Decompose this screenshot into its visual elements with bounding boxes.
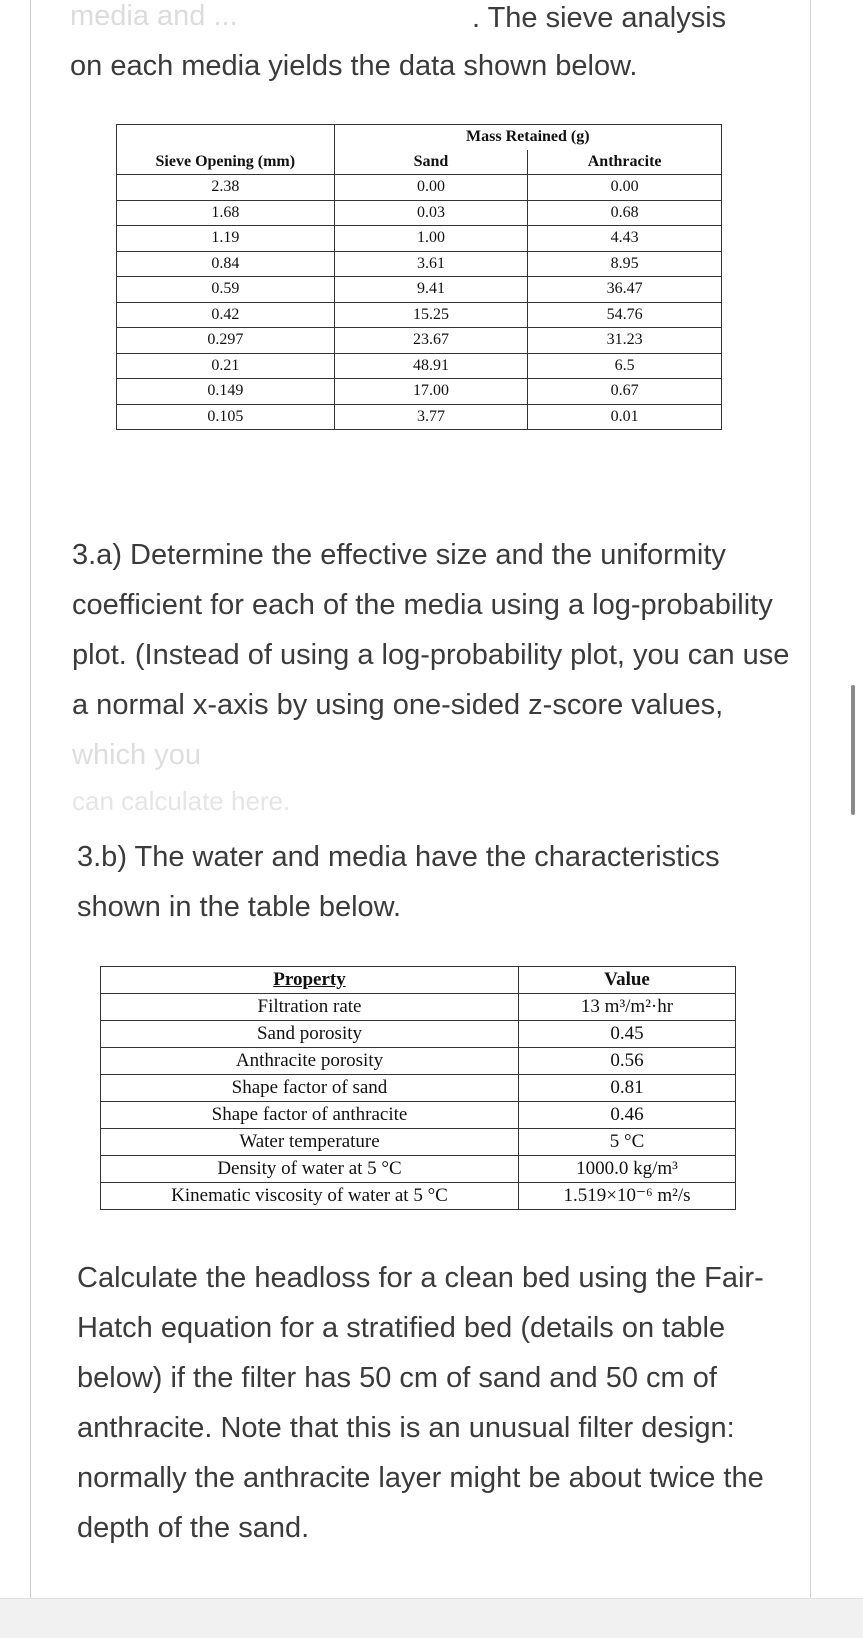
table-row [101, 1129, 736, 1156]
table-cell: 15.25 [334, 302, 528, 328]
value-cell: 1.519×10⁻⁶ m²/s [519, 1183, 736, 1210]
property-cell: Sand porosity [101, 1021, 519, 1048]
table-cell: 9.41 [334, 277, 528, 303]
table-cell: 6.5 [528, 353, 722, 379]
headloss-question: Calculate the headloss for a clean bed using the Fair-Hatch equation for a stratified bed (details on table below) if the filter has 50 cm of sand and 50 cm of anthracite. Note that this is an unusual filter design: normally the anthracite layer might be about twice the depth of the sand. [77, 1262, 764, 1544]
mass-retained-header: Mass Retained (g) [334, 125, 721, 150]
intro-line-2: on each media yields the data shown below. [70, 50, 638, 82]
column-header: Sand [334, 150, 528, 175]
question-3a-faded-text: which you [72, 739, 201, 771]
column-header: Value [519, 967, 736, 994]
table-cell: 3.77 [334, 404, 528, 430]
value-cell: 5 °C [519, 1129, 736, 1156]
table-cell: 4.43 [528, 226, 722, 252]
table-cell: 0.84 [117, 251, 335, 277]
table-cell: 0.01 [528, 404, 722, 430]
table-cell: 0.149 [117, 379, 335, 405]
intro-line-1: . The sieve analysis [472, 2, 727, 34]
question-3b: 3.b) The water and media have the characteristics shown in the table below. [77, 841, 720, 923]
value-cell: 0.81 [519, 1075, 736, 1102]
right-border-line [810, 0, 811, 1600]
table-row [101, 1021, 736, 1048]
table-header-blank [117, 125, 335, 150]
table-cell: 0.105 [117, 404, 335, 430]
table-row [117, 251, 722, 277]
table-cell: 3.61 [334, 251, 528, 277]
table-cell: 8.95 [528, 251, 722, 277]
table-row [101, 1156, 736, 1183]
faded-text-line: can calculate here. [72, 786, 291, 816]
table-row [117, 328, 722, 354]
table-row [101, 994, 736, 1021]
column-header: Sieve Opening (mm) [117, 150, 335, 175]
table-cell: 0.42 [117, 302, 335, 328]
property-cell: Shape factor of sand [101, 1075, 519, 1102]
footer-strip [0, 1598, 863, 1638]
table-row [117, 226, 722, 252]
table-row [101, 1075, 736, 1102]
table-cell: 48.91 [334, 353, 528, 379]
property-cell: Water temperature [101, 1129, 519, 1156]
table-cell: 1.19 [117, 226, 335, 252]
table-cell: 0.297 [117, 328, 335, 354]
table-cell: 1.00 [334, 226, 528, 252]
table-row [101, 1048, 736, 1075]
table-cell: 0.03 [334, 200, 528, 226]
scrollbar-thumb[interactable] [851, 685, 855, 815]
table-cell: 36.47 [528, 277, 722, 303]
table-cell: 0.00 [334, 175, 528, 201]
table-cell: 54.76 [528, 302, 722, 328]
table-cell: 31.23 [528, 328, 722, 354]
question-3a-text: 3.a) Determine the effective size and the uniformity coefficient for each of the media using a log-probability plot. (Instead of using a log-probability plot, you can use a normal x-axis by using one-sided z-score values, [72, 539, 790, 721]
property-cell: Kinematic viscosity of water at 5 °C [101, 1183, 519, 1210]
property-cell: Shape factor of anthracite [101, 1102, 519, 1129]
value-cell: 0.46 [519, 1102, 736, 1129]
table-row [101, 1102, 736, 1129]
column-header: Anthracite [528, 150, 722, 175]
table-row [117, 200, 722, 226]
value-cell: 0.45 [519, 1021, 736, 1048]
left-border-line [30, 0, 31, 1600]
table-row [117, 302, 722, 328]
faded-text-fragment: media and ... [70, 0, 238, 32]
value-cell: 13 m³/m²·hr [519, 994, 736, 1021]
table-cell: 1.68 [117, 200, 335, 226]
property-table [100, 966, 736, 1210]
table-cell: 0.68 [528, 200, 722, 226]
table-cell: 0.59 [117, 277, 335, 303]
table-row [117, 379, 722, 405]
table-cell: 0.21 [117, 353, 335, 379]
table-cell: 0.00 [528, 175, 722, 201]
column-header: Property [273, 969, 346, 990]
table-cell: 17.00 [334, 379, 528, 405]
value-cell: 0.56 [519, 1048, 736, 1075]
property-cell: Density of water at 5 °C [101, 1156, 519, 1183]
sieve-analysis-table [116, 124, 722, 430]
question-3a [72, 530, 792, 780]
property-cell: Anthracite porosity [101, 1048, 519, 1075]
table-row [117, 175, 722, 201]
table-cell: 0.67 [528, 379, 722, 405]
table-row [117, 404, 722, 430]
value-cell: 1000.0 kg/m³ [519, 1156, 736, 1183]
table-cell: 23.67 [334, 328, 528, 354]
table-cell: 2.38 [117, 175, 335, 201]
table-row [117, 277, 722, 303]
table-row [117, 353, 722, 379]
table-row [101, 1183, 736, 1210]
property-cell: Filtration rate [101, 994, 519, 1021]
